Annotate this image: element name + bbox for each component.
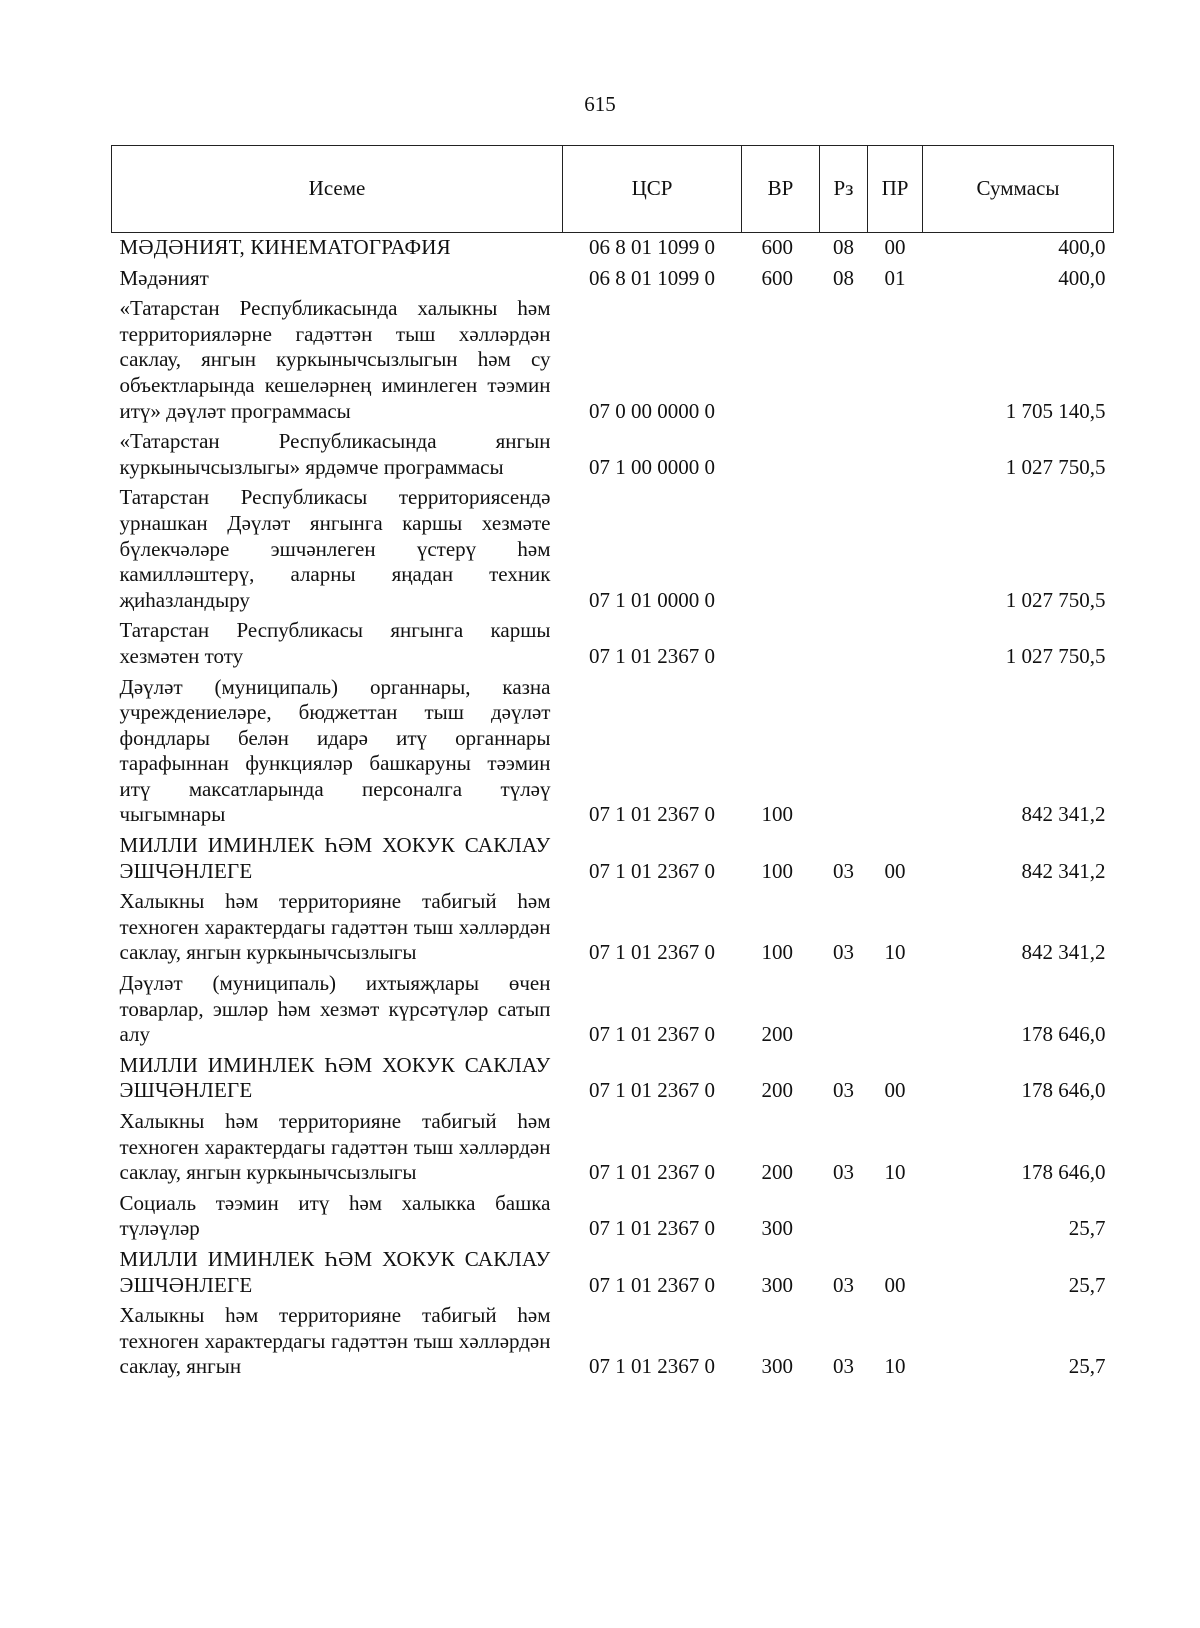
row-pr xyxy=(868,294,923,427)
row-csr: 07 1 01 2367 0 xyxy=(589,1078,715,1103)
table-row xyxy=(112,673,1114,832)
row-name: «Татарстан Республикасында янгын куркынычсызлыгы» ярдәмче программасы xyxy=(119,429,551,479)
row-sum: 25,7 xyxy=(1068,1272,1106,1297)
row-sum: 1 027 750,5 xyxy=(1005,587,1106,612)
row-rz xyxy=(820,427,868,483)
row-pr: 10 xyxy=(884,1160,906,1185)
row-pr: 10 xyxy=(884,940,906,965)
row-pr: 00 xyxy=(884,235,906,259)
row-vr: 600 xyxy=(761,265,793,290)
row-pr xyxy=(868,616,923,672)
row-sum: 400,0 xyxy=(1058,265,1106,290)
row-csr: 07 0 00 0000 0 xyxy=(589,398,715,423)
row-name: Халыкны һәм территорияне табигый һәм техноген характердагы гадәттән тыш хәлләрдән саклау, янгын xyxy=(119,1303,551,1379)
row-name: Дәүләт (муниципаль) органнары, казна учреждениеләре, бюджеттан тыш дәүләт фондлары белән идарә итү органнары тарафыннан функцияләр башкаруны тәэмин итү максатларында персоналга түләү чыгымнары xyxy=(119,674,551,827)
row-pr: 00 xyxy=(884,1078,906,1103)
row-vr: 300 xyxy=(761,1272,793,1297)
row-vr xyxy=(742,483,820,616)
row-vr xyxy=(742,294,820,427)
row-rz xyxy=(820,294,868,427)
row-name: «Татарстан Республикасында халыкны һәм территорияләрне гадәттән тыш хәлләрдән саклау, янгын куркынычсызлыгын һәм су объектларында кешеләрнең иминлеген тәэмин итү» дәүләт программасы xyxy=(119,296,551,423)
row-csr: 07 1 01 2367 0 xyxy=(589,1160,715,1185)
row-rz: 03 xyxy=(833,1160,854,1185)
row-csr: 06 8 01 1099 0 xyxy=(589,235,715,259)
row-name: Мәдәният xyxy=(119,265,209,290)
row-rz xyxy=(820,483,868,616)
row-pr xyxy=(868,427,923,483)
table-row xyxy=(112,969,1114,1051)
row-sum: 25,7 xyxy=(1068,1216,1106,1241)
row-sum: 178 646,0 xyxy=(1021,1160,1106,1185)
row-rz: 08 xyxy=(833,265,854,290)
row-csr: 07 1 01 2367 0 xyxy=(589,940,715,965)
row-sum: 842 341,2 xyxy=(1021,940,1106,965)
table-row xyxy=(112,483,1114,616)
row-csr: 06 8 01 1099 0 xyxy=(589,265,715,290)
row-vr: 100 xyxy=(761,858,793,883)
header-pr: ПР xyxy=(868,146,923,233)
row-rz: 03 xyxy=(833,858,854,883)
table-row xyxy=(112,1301,1114,1383)
row-sum: 178 646,0 xyxy=(1021,1022,1106,1047)
row-pr xyxy=(868,969,923,1051)
row-name: Татарстан Республикасы янгынга каршы хезмәтен тоту xyxy=(119,618,551,668)
row-name: Татарстан Республикасы территориясендә урнашкан Дәүләт янгынга каршы хезмәте бүлекчәләре эшчәнлеген үстерү һәм камилләштерү, аларны яңадан техник җиһазландыру xyxy=(119,485,551,612)
row-csr: 07 1 01 2367 0 xyxy=(589,643,715,668)
row-pr: 00 xyxy=(884,858,906,883)
row-name: Халыкны һәм территорияне табигый һәм техноген характердагы гадәттән тыш хәлләрдән саклау, янгын куркынычсызлыгы xyxy=(119,1109,551,1185)
table-row xyxy=(112,233,1114,264)
table-row xyxy=(112,616,1114,672)
row-rz: 03 xyxy=(833,1272,854,1297)
row-sum: 400,0 xyxy=(1058,235,1106,259)
budget-table xyxy=(111,145,1114,1383)
table-header xyxy=(112,146,1114,233)
row-vr: 100 xyxy=(761,940,793,965)
row-name: МИЛЛИ ИМИНЛЕК ҺӘМ ХОКУК САКЛАУ ЭШЧӘНЛЕГЕ xyxy=(119,833,551,883)
row-vr: 100 xyxy=(761,802,793,827)
table-row xyxy=(112,1051,1114,1107)
row-rz: 08 xyxy=(833,235,854,259)
row-name: МИЛЛИ ИМИНЛЕК ҺӘМ ХОКУК САКЛАУ ЭШЧӘНЛЕГЕ xyxy=(119,1246,551,1297)
row-vr xyxy=(742,616,820,672)
row-vr: 200 xyxy=(761,1160,793,1185)
table-row xyxy=(112,831,1114,887)
header-sum: Суммасы xyxy=(923,146,1114,233)
row-sum: 178 646,0 xyxy=(1021,1078,1106,1103)
table-row xyxy=(112,887,1114,969)
row-vr xyxy=(742,427,820,483)
header-vr: ВР xyxy=(742,146,820,233)
row-csr: 07 1 01 2367 0 xyxy=(589,1354,715,1379)
row-pr xyxy=(868,1189,923,1245)
row-sum: 1 027 750,5 xyxy=(1005,643,1106,668)
row-pr xyxy=(868,483,923,616)
row-pr xyxy=(868,673,923,832)
row-name: Дәүләт (муниципаль) ихтыяҗлары өчен товарлар, эшләр һәм хезмәт күрсәтүләр сатып алу xyxy=(119,971,551,1047)
row-rz xyxy=(820,673,868,832)
row-vr: 200 xyxy=(761,1022,793,1047)
row-sum: 1 705 140,5 xyxy=(1005,398,1106,423)
table-row xyxy=(112,264,1114,295)
table-row xyxy=(112,1189,1114,1245)
row-vr: 200 xyxy=(761,1078,793,1103)
row-csr: 07 1 01 2367 0 xyxy=(589,1216,715,1241)
row-rz: 03 xyxy=(833,940,854,965)
row-rz: 03 xyxy=(833,1354,854,1379)
table-body xyxy=(112,233,1114,1383)
row-name: Халыкны һәм территорияне табигый һәм техноген характердагы гадәттән тыш хәлләрдән саклау, янгын куркынычсызлыгы xyxy=(119,889,551,965)
header-rz: Рз xyxy=(820,146,868,233)
row-sum: 842 341,2 xyxy=(1021,858,1106,883)
row-name: МӘДӘНИЯТ, КИНЕМАТОГРАФИЯ xyxy=(119,235,451,259)
header-csr: ЦСР xyxy=(563,146,742,233)
row-rz xyxy=(820,969,868,1051)
row-pr: 01 xyxy=(884,265,906,290)
row-csr: 07 1 01 2367 0 xyxy=(589,802,715,827)
row-csr: 07 1 01 2367 0 xyxy=(589,858,715,883)
row-sum: 842 341,2 xyxy=(1021,802,1106,827)
row-csr: 07 1 01 2367 0 xyxy=(589,1022,715,1047)
page-number: 615 xyxy=(584,92,616,116)
row-csr: 07 1 01 2367 0 xyxy=(589,1272,715,1297)
row-name: МИЛЛИ ИМИНЛЕК ҺӘМ ХОКУК САКЛАУ ЭШЧӘНЛЕГЕ xyxy=(119,1052,551,1103)
table-row xyxy=(112,1245,1114,1301)
row-vr: 300 xyxy=(761,1354,793,1379)
row-csr: 07 1 01 0000 0 xyxy=(589,587,715,612)
row-rz: 03 xyxy=(833,1078,854,1103)
row-rz xyxy=(820,1189,868,1245)
row-sum: 25,7 xyxy=(1068,1354,1106,1379)
row-vr: 300 xyxy=(761,1216,793,1241)
row-csr: 07 1 00 0000 0 xyxy=(589,454,715,479)
table-row xyxy=(112,427,1114,483)
row-vr: 600 xyxy=(761,235,793,259)
row-pr: 10 xyxy=(884,1354,906,1379)
table-row xyxy=(112,294,1114,427)
table-row xyxy=(112,1107,1114,1189)
row-pr: 00 xyxy=(884,1272,906,1297)
row-rz xyxy=(820,616,868,672)
row-name: Социаль тәэмин итү һәм халыкка башка түләүләр xyxy=(119,1190,551,1241)
header-name: Исеме xyxy=(112,146,563,233)
row-sum: 1 027 750,5 xyxy=(1005,454,1106,479)
